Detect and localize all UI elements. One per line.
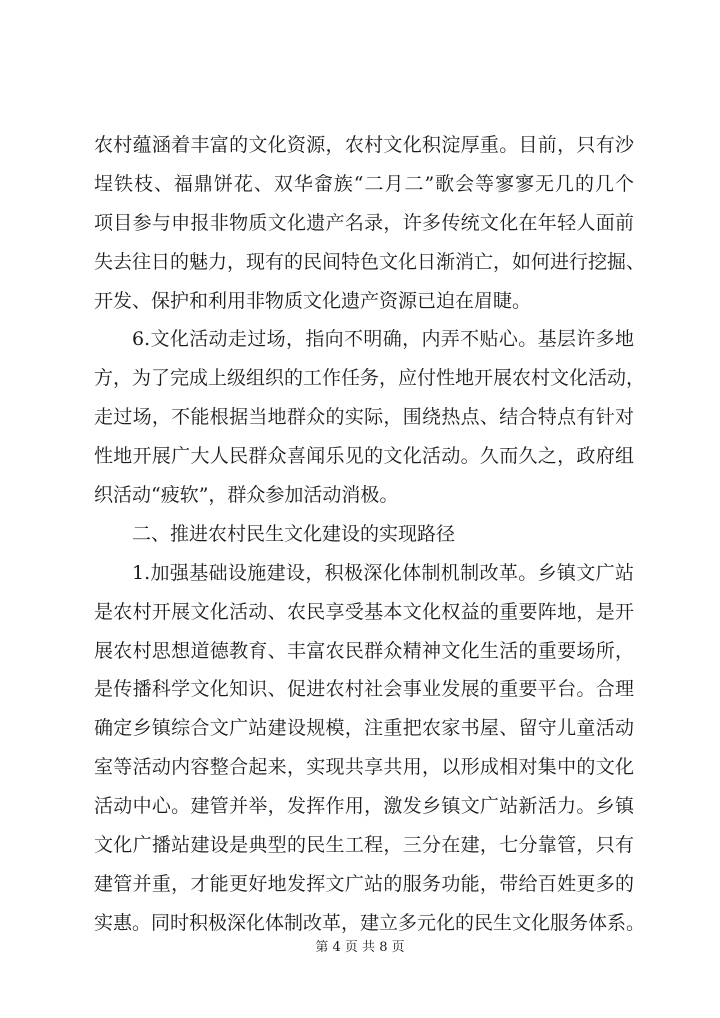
text-line: 室等活动内容整合起来，实现共享共用，以形成相对集中的文化 [94, 756, 634, 779]
text-line: 埕铁枝、福鼎饼花、双华畲族“二月二”歌会等寥寥无几的几个 [94, 172, 634, 195]
text-line: 建管并重，才能更好地发挥文广站的服务功能，带给百姓更多的 [94, 872, 634, 895]
text-line: 失去往日的魅力，现有的民间特色文化日渐消亡，如何进行挖掘、 [94, 250, 646, 273]
text-line: 农村蕴涵着丰富的文化资源，农村文化积淀厚重。目前，只有沙 [94, 134, 634, 156]
text-line: 项目参与申报非物质文化遗产名录，许多传统文化在年轻人面前 [94, 211, 634, 234]
text-line: 走过场，不能根据当地群众的实际，围绕热点、结合特点有针对 [94, 406, 634, 429]
text-line: 开发、保护和利用非物质文化遗产资源已迫在眉睫。 [94, 289, 532, 312]
text-line: 是农村开展文化活动、农民享受基本文化权益的重要阵地，是开 [94, 600, 634, 623]
text-line: 性地开展广大人民群众喜闻乐见的文化活动。久而久之，政府组 [94, 445, 634, 468]
text-line: 是传播科学文化知识、促进农村社会事业发展的重要平台。合理 [94, 678, 634, 701]
text-line: 1.加强基础设施建设，积极深化体制机制改革。乡镇文广站 [132, 561, 634, 584]
text-line: 6.文化活动走过场，指向不明确，内弄不贴心。基层许多地 [132, 328, 634, 351]
text-line: 实惠。同时积极深化体制改革，建立多元化的民生文化服务体系。 [94, 911, 646, 934]
text-line: 织活动“疲软”，群众参加活动消极。 [94, 484, 399, 507]
body-text [94, 126, 646, 943]
text-line: 活动中心。建管并举，发挥作用，激发乡镇文广站新活力。乡镇 [94, 795, 634, 818]
text-line: 确定乡镇综合文广站建设规模，注重把农家书屋、留守儿童活动 [94, 717, 634, 740]
text-line: 方，为了完成上级组织的工作任务，应付性地开展农村文化活动， [94, 367, 646, 390]
text-line: 展农村思想道德教育、丰富农民群众精神文化生活的重要场所， [94, 639, 634, 662]
text-line: 二、推进农村民生文化建设的实现路径 [132, 522, 456, 545]
text-line: 文化广播站建设是典型的民生工程，三分在建，七分靠管，只有 [94, 834, 634, 857]
page-footer: 第 4 页 共 8 页 [315, 940, 405, 955]
